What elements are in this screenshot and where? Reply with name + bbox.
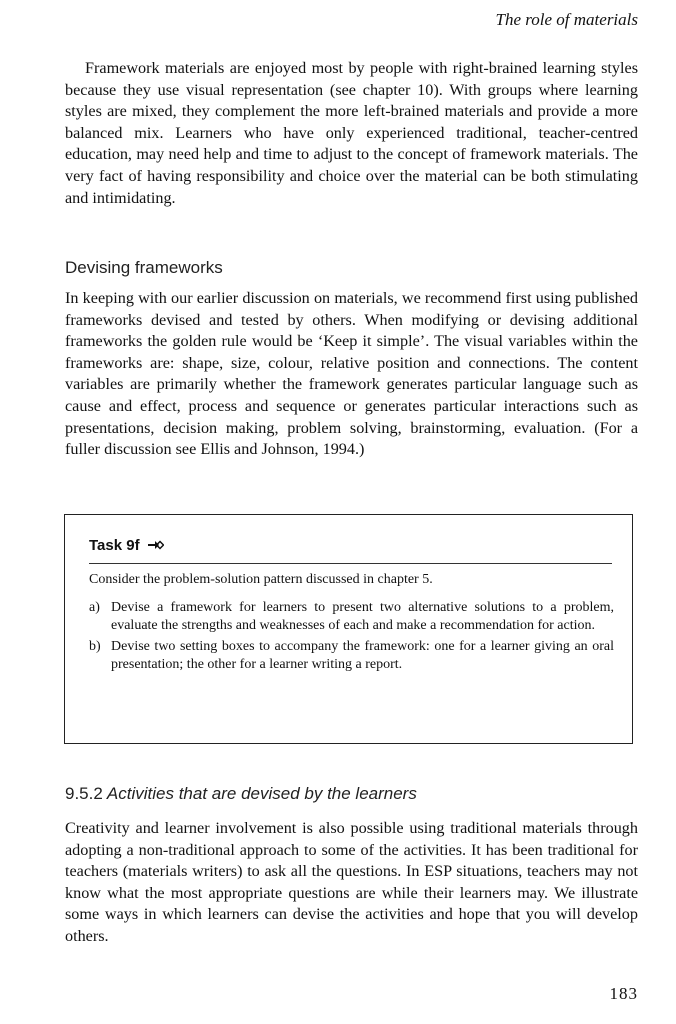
task-box [64, 514, 633, 744]
arrow-diamond-icon [148, 537, 164, 553]
running-head: The role of materials [495, 10, 638, 29]
subheading-devising-frameworks: Devising frameworks [65, 258, 223, 277]
task-list [89, 599, 614, 677]
task-item [89, 599, 614, 634]
paragraph-keeping-with: In keeping with our earlier discussion on materials, we recommend first using published frameworks devised and tested by others. When modifying or devising additional frameworks the golden rule would be ‘Keep it simple’. The visual variables within the frameworks are: shape, size, colour, relative position and connections. The content variables are primarily whether the framework generates particular language such as cause and effect, process and sequence or generates particular interactions such as presentations, decision making, problem solving, brainstorming, evaluation. (For a fuller discussion see Ellis and Johnson, 1994.) [65, 289, 638, 459]
paragraph-creativity: Creativity and learner involvement is also possible using traditional materials through adopting a non-traditional approach to some of the activities. It has been traditional for teachers (materials writers) to ask all the questions. In ESP situations, teachers may not know what the most appropriate questions are while their learners may. We illustrate some ways in which learners can devise the activities and hope that you will develop others. [65, 819, 638, 945]
task-title-text: Task 9f [89, 537, 140, 554]
task-item-text: Devise a framework for learners to present two alternative solutions to a problem, evaluate the strengths and weaknesses of each and make a recommendation for action. [111, 600, 614, 633]
section-number: 9.5.2 [65, 784, 103, 803]
section-title: Activities that are devised by the learners [106, 784, 417, 803]
task-title [89, 537, 164, 554]
page-number: 183 [609, 984, 638, 1003]
task-item-text: Devise two setting boxes to accompany the framework: one for a learner giving an oral presentation; the other for a learner writing a report. [111, 639, 614, 672]
task-divider [89, 563, 612, 564]
task-item-marker: b) [89, 639, 101, 654]
task-item-marker: a) [89, 600, 100, 615]
section-heading [65, 784, 417, 804]
task-intro: Consider the problem-solution pattern discussed in chapter 5. [89, 572, 433, 587]
paragraph-framework-materials: Framework materials are enjoyed most by people with right-brained learning styles because they use visual representation (see chapter 10). With groups where learning styles are mixed, they complement the more left-brained materials and provide a more balanced mix. Learners who have only experienced traditional, teacher-centred education, may need help and time to adjust to the concept of framework materials. The very fact of having responsibility and choice over the material can be both stimulating and intimidating. [65, 59, 638, 207]
task-item [89, 638, 614, 673]
